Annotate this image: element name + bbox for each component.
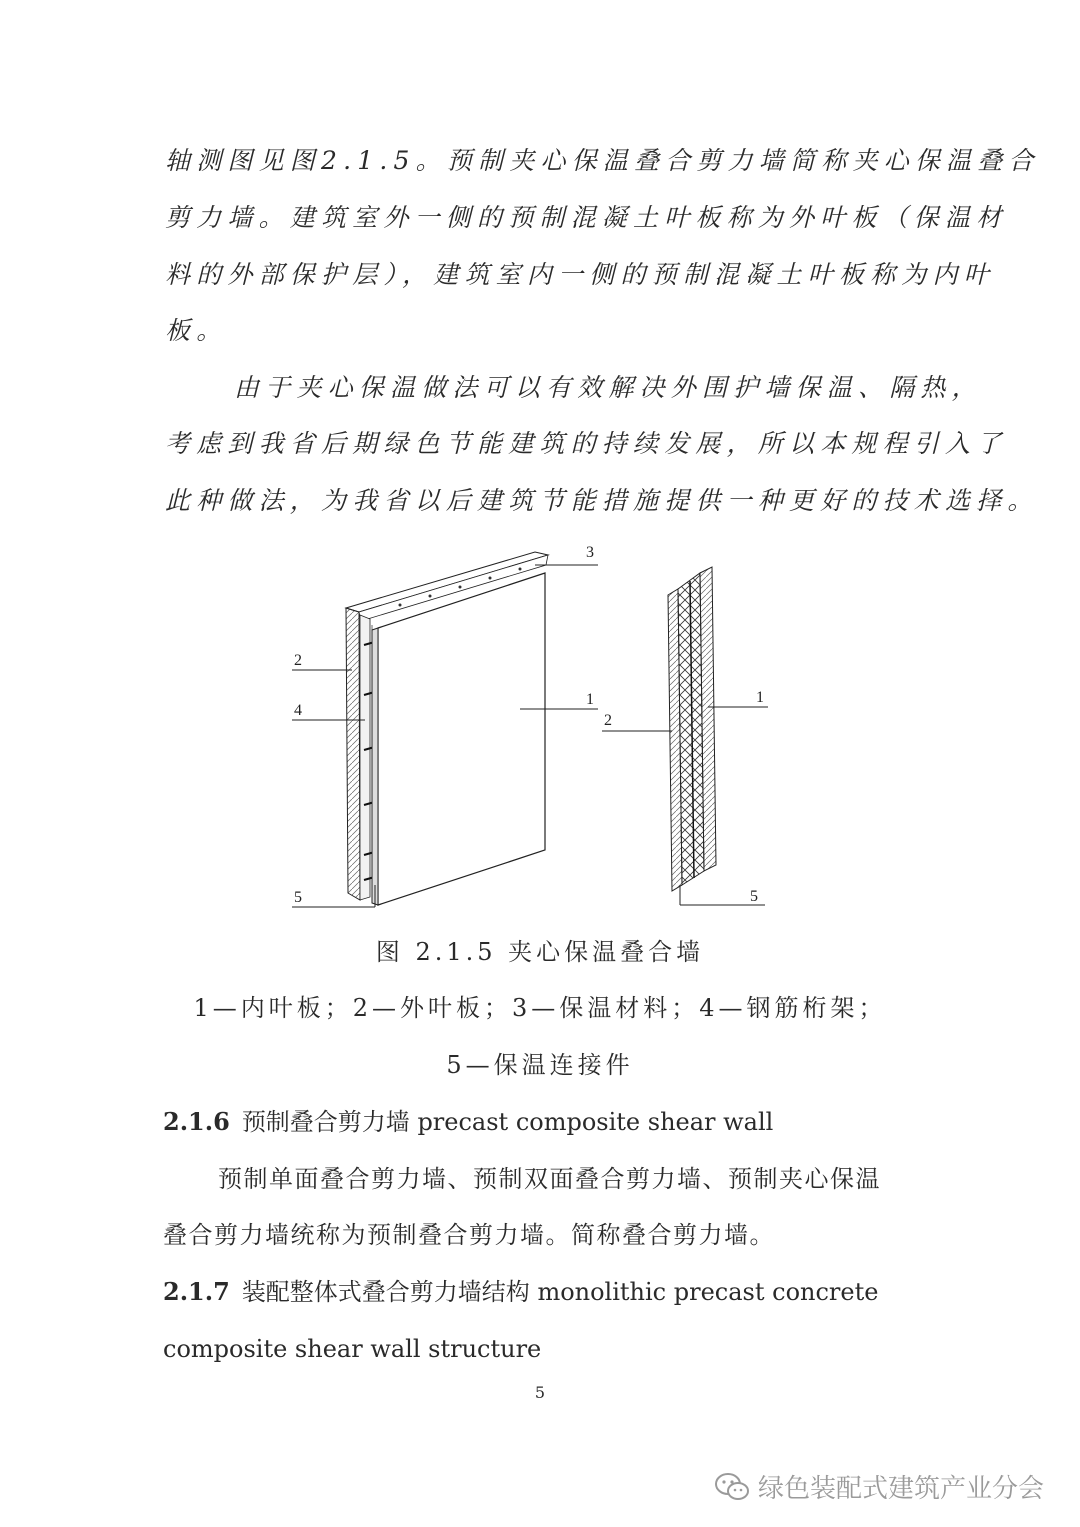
para1-line-1: 轴测图见图2.1.5。预制夹心保温叠合剪力墙简称夹心保温叠合: [165, 146, 1040, 175]
watermark: [714, 1468, 1044, 1505]
para2-line-1: 由于夹心保温做法可以有效解决外围护墙保温、隔热，: [234, 373, 983, 402]
callout-4: 4: [294, 702, 302, 719]
section-2-1-7-title: 装配整体式叠合剪力墙结构 monolithic precast concrete: [241, 1278, 879, 1306]
para2-line-2: 考虑到我省后期绿色节能建筑的持续发展，所以本规程引入了: [165, 429, 1008, 458]
callout-2: 2: [294, 652, 302, 669]
callout-3: 3: [586, 544, 594, 561]
section-2-1-7-heading: [163, 1277, 879, 1306]
figure-legend-line-2: 5—保温连接件: [446, 1051, 634, 1079]
watermark-text: 绿色装配式建筑产业分会: [757, 1474, 1044, 1504]
section-2-1-6-title: 预制叠合剪力墙 precast composite shear wall: [241, 1108, 774, 1136]
section-2-1-6-body-line-2: 叠合剪力墙统称为预制叠合剪力墙。简称叠合剪力墙。: [163, 1221, 775, 1249]
section-2-1-7-title-cont: composite shear wall structure: [163, 1335, 542, 1363]
callout-right-1: 1: [756, 689, 764, 706]
section-2-1-6-body-line-1: 预制单面叠合剪力墙、预制双面叠合剪力墙、预制夹心保温: [218, 1165, 881, 1193]
callout-right-2: 2: [604, 712, 612, 729]
section-2-1-6-heading: [163, 1107, 774, 1136]
section-wall-drawing: [668, 567, 716, 891]
para1-line-4: 板。: [165, 316, 228, 345]
para1-line-2: 剪力墙。建筑室外一侧的预制混凝土叶板称为外叶板（保温材: [165, 203, 1008, 232]
isometric-wall-drawing: [346, 552, 548, 905]
figure-legend-line-1: 1—内叶板；2—外叶板；3—保温材料；4—钢筋桁架；: [193, 994, 887, 1022]
para2-line-3: 此种做法，为我省以后建筑节能措施提供一种更好的技术选择。: [165, 486, 1039, 515]
figure-caption: 图 2.1.5 夹心保温叠合墙: [375, 938, 705, 966]
wechat-icon: [714, 1472, 750, 1502]
callout-5: 5: [294, 889, 302, 906]
callout-right-5: 5: [750, 888, 758, 905]
section-2-1-7-number: 2.1.7: [163, 1277, 230, 1306]
callout-1: 1: [586, 691, 594, 708]
para1-line-3: 料的外部保护层），建筑室内一侧的预制混凝土叶板称为内叶: [165, 260, 995, 289]
section-2-1-6-number: 2.1.6: [163, 1107, 230, 1136]
sandwich-wall-figure: [280, 535, 800, 915]
page-number: 5: [534, 1383, 546, 1402]
